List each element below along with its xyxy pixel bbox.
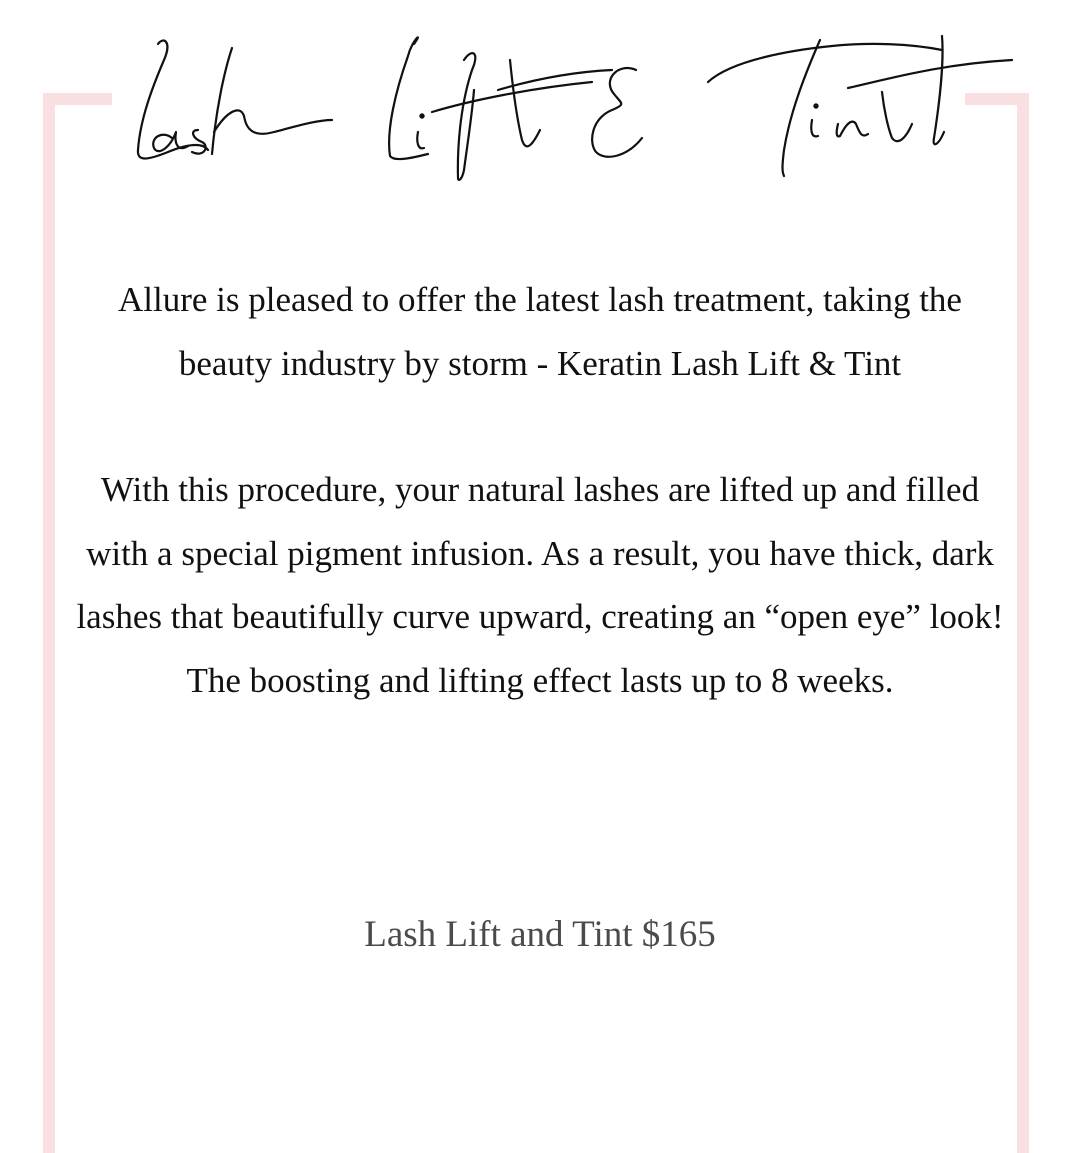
procedure-paragraph: With this procedure, your natural lashes are lifted up and filled with a special pigment infusion. As a result, you have thick, dark lashes that beautifully curve upward, creating an “open eye” look! The boosting and lifting effect lasts up to 8 weeks. (76, 470, 1004, 700)
frame-top-left-border (43, 93, 112, 105)
price-line: Lash Lift and Tint $165 (364, 914, 716, 955)
page-title (112, 20, 1032, 190)
script-title-lettering (112, 20, 1032, 190)
frame-right-border (1017, 93, 1029, 1153)
frame-left-border (43, 93, 55, 1153)
intro-paragraph: Allure is pleased to offer the latest lash treatment, taking the beauty industry by storm - Keratin Lash Lift & Tint (118, 280, 962, 383)
